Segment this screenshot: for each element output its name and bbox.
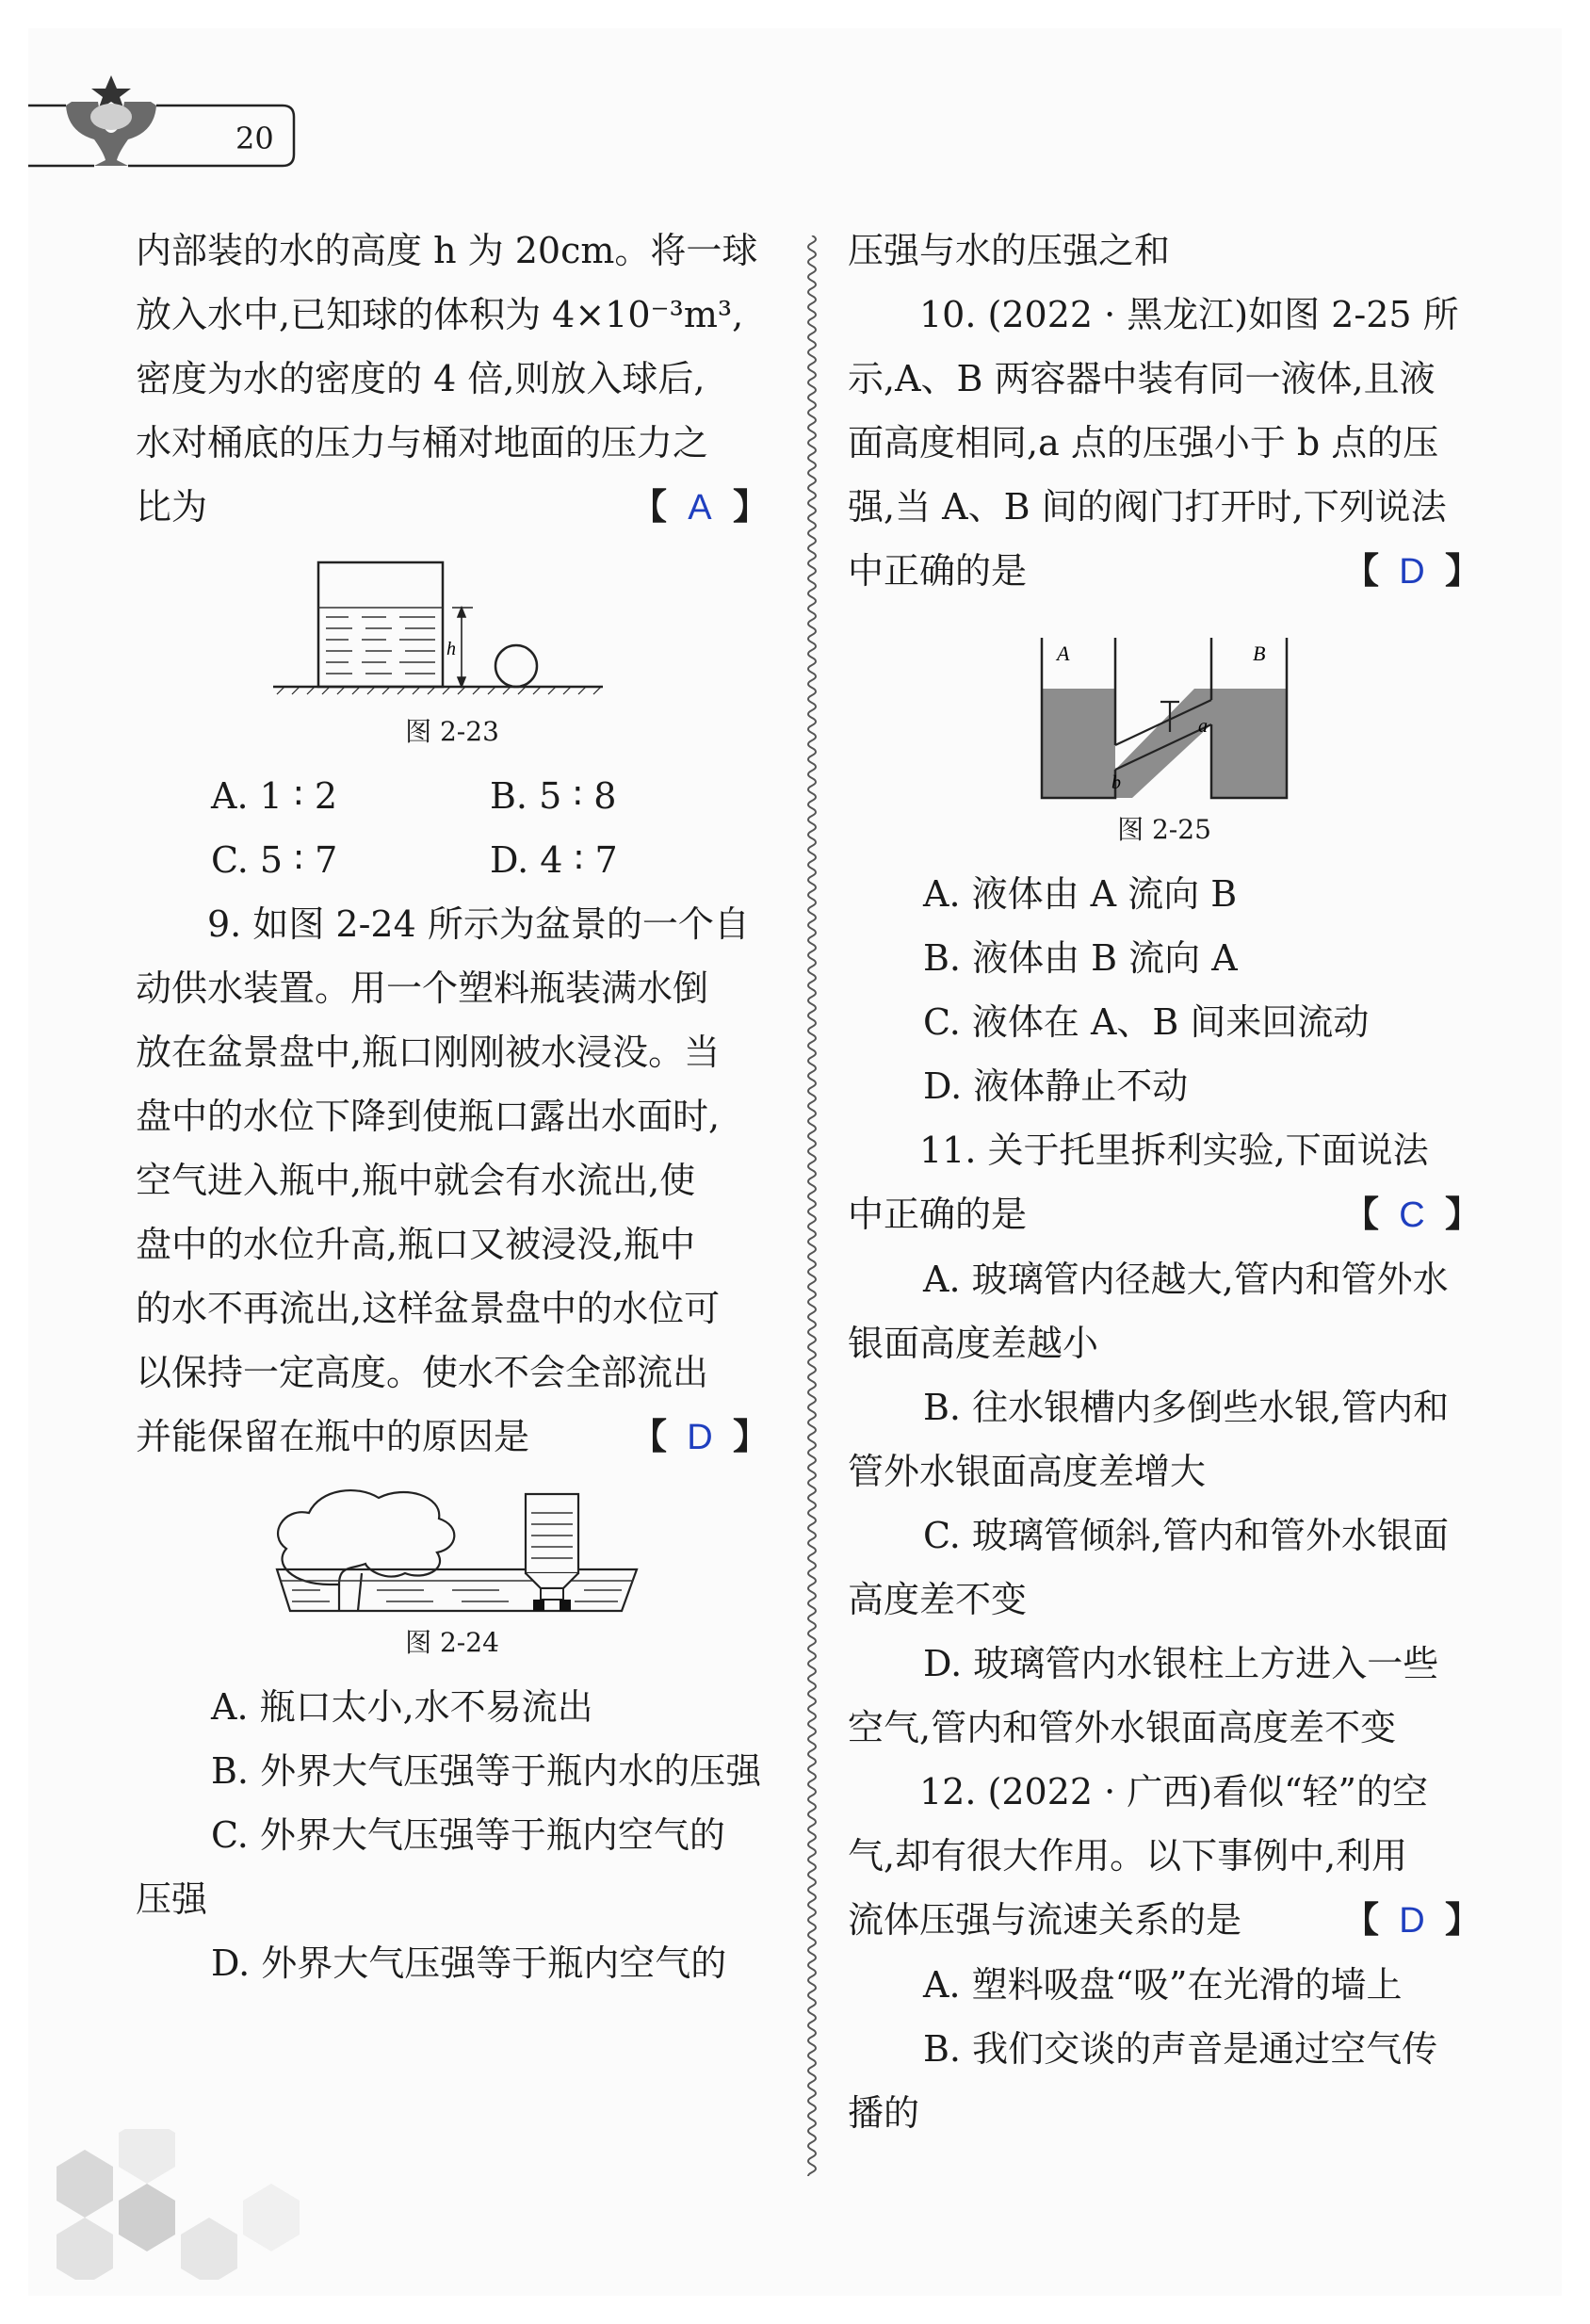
q12-line-3: 流体压强与流速关系的是 (848, 1899, 1242, 1941)
right-column (848, 219, 1481, 2145)
q11-option-b: B. 往水银槽内多倒些水银,管内和 (923, 1387, 1450, 1428)
q11-answer-box: 【 C 】 (1343, 1182, 1481, 1247)
q9-option-d-cont: 压强与水的压强之和 (848, 230, 1171, 271)
q9-answer-box: 【 D 】 (631, 1405, 769, 1470)
ball (495, 645, 537, 687)
q8-answer-line (136, 475, 769, 540)
q9-answer: D (687, 1418, 713, 1457)
label-A: A (1057, 642, 1070, 665)
trophy-icon (66, 75, 156, 166)
q12-answer: D (1399, 1901, 1425, 1941)
figure-2-23-caption: 图 2-23 (405, 716, 499, 747)
q8-answer-box: 【 A 】 (631, 475, 769, 540)
q10-line-3: 面高度相同,a 点的压强小于 b 点的压 (848, 422, 1439, 463)
q8-line-3: 密度为水的密度的 4 倍,则放入球后, (136, 358, 706, 399)
q10-answer-box: 【 D 】 (1343, 539, 1481, 604)
q11-option-b-cont: 管外水银面高度差增大 (848, 1451, 1207, 1492)
connecting-pipe (1115, 689, 1211, 798)
q9-option-c: C. 外界大气压强等于瓶内空气的 (211, 1814, 725, 1856)
q10-option-a: A. 液体由 A 流向 B (923, 873, 1238, 915)
q9-line-2: 动供水装置。用一个塑料瓶装满水倒 (136, 967, 709, 1009)
q10-option-d: D. 液体静止不动 (923, 1065, 1189, 1107)
q9-line-7: 的水不再流出,这样盆景盘中的水位可 (136, 1288, 721, 1329)
q10-option-c: C. 液体在 A、B 间来回流动 (923, 1001, 1370, 1043)
q11-line-2: 中正确的是 (848, 1194, 1028, 1235)
q9-line-3: 放在盆景盘中,瓶口刚刚被水浸没。当 (136, 1032, 721, 1073)
water-lines (318, 608, 443, 674)
q10-line-1: 10. (2022 · 黑龙江)如图 2-25 所 (919, 294, 1459, 335)
q11-option-a-cont: 银面高度差越小 (848, 1323, 1099, 1364)
bucket (318, 562, 443, 687)
q9-line-6: 盘中的水位升高,瓶口又被浸没,瓶中 (136, 1224, 696, 1265)
q12-answer-box: 【 D 】 (1343, 1888, 1481, 1953)
page-number: 20 (235, 121, 274, 156)
q11-option-d-cont: 空气,管内和管外水银面高度差不变 (848, 1707, 1397, 1748)
q10-line-5: 中正确的是 (848, 550, 1028, 592)
bottle-stand-right (560, 1600, 571, 1611)
q11-line-1: 11. 关于托里拆利实验,下面说法 (919, 1129, 1429, 1171)
q8-answer: A (688, 488, 712, 528)
q11-option-d: D. 玻璃管内水银柱上方进入一些 (923, 1643, 1439, 1684)
q9-option-c-cont: 压强 (136, 1878, 208, 1920)
q8-line-2: 放入水中,已知球的体积为 4×10⁻³m³, (136, 294, 744, 335)
q12-option-b-cont: 播的 (848, 2092, 920, 2134)
q9-option-a: A. 瓶口太小,水不易流出 (211, 1686, 593, 1728)
q9-line-4: 盘中的水位下降到使瓶口露出水面时, (136, 1096, 721, 1137)
q9-line-1: 9. 如图 2-24 所示为盆景的一个自 (207, 903, 750, 945)
q11-answer-line (848, 1182, 1481, 1247)
hexagon-decoration (28, 2129, 330, 2280)
q8-line-5: 比为 (136, 486, 208, 528)
figure-2-23 (273, 549, 631, 709)
left-column (136, 219, 769, 1995)
figure-2-24-caption: 图 2-24 (405, 1627, 499, 1658)
q9-option-b: B. 外界大气压强等于瓶内水的压强 (211, 1750, 762, 1792)
q10-answer: D (1399, 552, 1425, 592)
water-bottle (526, 1494, 578, 1573)
page-header (0, 0, 1590, 188)
q12-answer-line (848, 1888, 1481, 1953)
q11-option-c-cont: 高度差不变 (848, 1579, 1028, 1620)
q10-line-2: 示,A、B 两容器中装有同一液体,且液 (848, 358, 1436, 399)
q12-option-a: A. 塑料吸盘“吸”在光滑的墙上 (923, 1964, 1403, 2006)
h-label: h (446, 639, 456, 659)
label-b: b (1111, 772, 1121, 793)
figure-2-24 (264, 1479, 641, 1620)
q10-answer-line (848, 539, 1481, 604)
q12-option-b: B. 我们交谈的声音是通过空气传 (923, 2028, 1438, 2070)
q8-option-b: B. 5 ∶ 8 (490, 775, 617, 817)
label-B: B (1253, 642, 1266, 665)
label-a: a (1198, 716, 1208, 737)
q8-line-1: 内部装的水的高度 h 为 20cm。将一球 (136, 230, 758, 271)
figure-2-25-caption: 图 2-25 (1117, 814, 1211, 845)
q8-line-4: 水对桶底的压力与桶对地面的压力之 (136, 422, 709, 463)
q8-option-d: D. 4 ∶ 7 (490, 839, 618, 881)
q9-line-9: 并能保留在瓶中的原因是 (136, 1416, 530, 1457)
q12-line-2: 气,却有很大作用。以下事例中,利用 (848, 1835, 1408, 1877)
q10-line-4: 强,当 A、B 间的阀门打开时,下列说法 (848, 486, 1447, 528)
q9-option-d: D. 外界大气压强等于瓶内空气的 (211, 1942, 727, 1984)
q8-options-row-1 (136, 764, 769, 828)
q9-line-5: 空气进入瓶中,瓶中就会有水流出,使 (136, 1160, 696, 1201)
bottle-stand-left (533, 1600, 544, 1611)
q11-answer: C (1399, 1195, 1425, 1235)
figure-2-25 (1014, 619, 1315, 807)
q9-answer-line (136, 1405, 769, 1470)
q11-option-c: C. 玻璃管倾斜,管内和管外水银面 (923, 1515, 1449, 1556)
q12-line-1: 12. (2022 · 广西)看似“轻”的空 (919, 1771, 1428, 1812)
q9-line-8: 以保持一定高度。使水不会全部流出 (136, 1352, 709, 1393)
q8-options-row-2 (136, 828, 769, 892)
column-divider (801, 236, 823, 2176)
q11-option-a: A. 玻璃管内径越大,管内和管外水 (923, 1259, 1449, 1300)
q10-option-b: B. 液体由 B 流向 A (923, 937, 1238, 979)
q8-option-a: A. 1 ∶ 2 (211, 775, 338, 817)
q8-option-c: C. 5 ∶ 7 (211, 839, 338, 881)
